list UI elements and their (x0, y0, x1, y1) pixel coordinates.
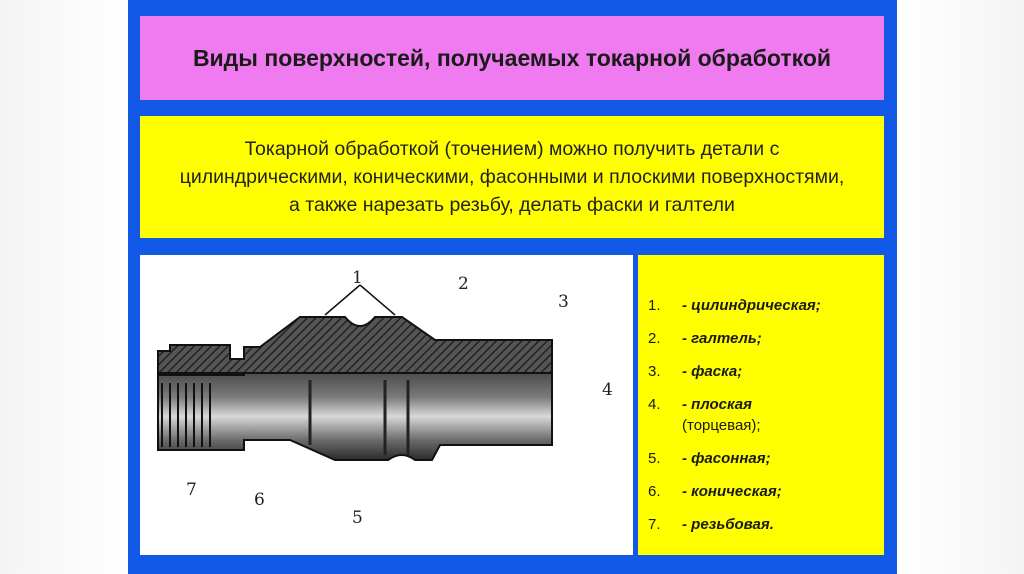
leader-lines (325, 285, 395, 315)
list-item: 5. - фасонная; (648, 450, 771, 467)
left-margin (0, 0, 128, 574)
list-item: 4. - плоская (торцевая); (638, 394, 884, 436)
list-item-text: - плоская (682, 396, 752, 413)
surface-types-list (638, 295, 884, 547)
list-item: 2. - галтель; (648, 330, 762, 347)
figure-label-2: 2 (458, 274, 469, 294)
list-item: 6. - коническая; (648, 483, 782, 500)
part-section (158, 317, 552, 375)
figure-label-6: 6 (254, 490, 265, 510)
figure-label-5: 5 (352, 508, 363, 528)
intro-box (140, 116, 884, 238)
figure-label-3: 3 (558, 292, 569, 312)
figure-label-1: 1 (352, 268, 363, 288)
figure-label-4: 4 (602, 380, 613, 400)
thread-lines (162, 383, 210, 447)
title-banner (140, 16, 884, 100)
part-body (158, 363, 552, 460)
figure-label-7: 7 (186, 480, 197, 500)
slide (128, 0, 897, 574)
part-drawing (140, 255, 633, 555)
intro-text: Токарной обработкой (точением) можно получить детали с цилиндрическими, коническими, фасонными и плоскими поверхностями, а также нарезать резьбу, делать фаски и галтели (179, 138, 845, 216)
list-item-subtext: (торцевая); (682, 417, 761, 434)
right-margin (896, 0, 1024, 574)
list-item: 3. - фаска; (648, 363, 743, 380)
turned-part-illustration (140, 255, 633, 555)
list-item: 7. - резьбовая. (648, 516, 774, 533)
slide-title: Виды поверхностей, получаемых токарной обработкой (192, 44, 832, 71)
surface-types-box (638, 255, 884, 555)
list-item: 1. - цилиндрическая; (648, 297, 821, 314)
